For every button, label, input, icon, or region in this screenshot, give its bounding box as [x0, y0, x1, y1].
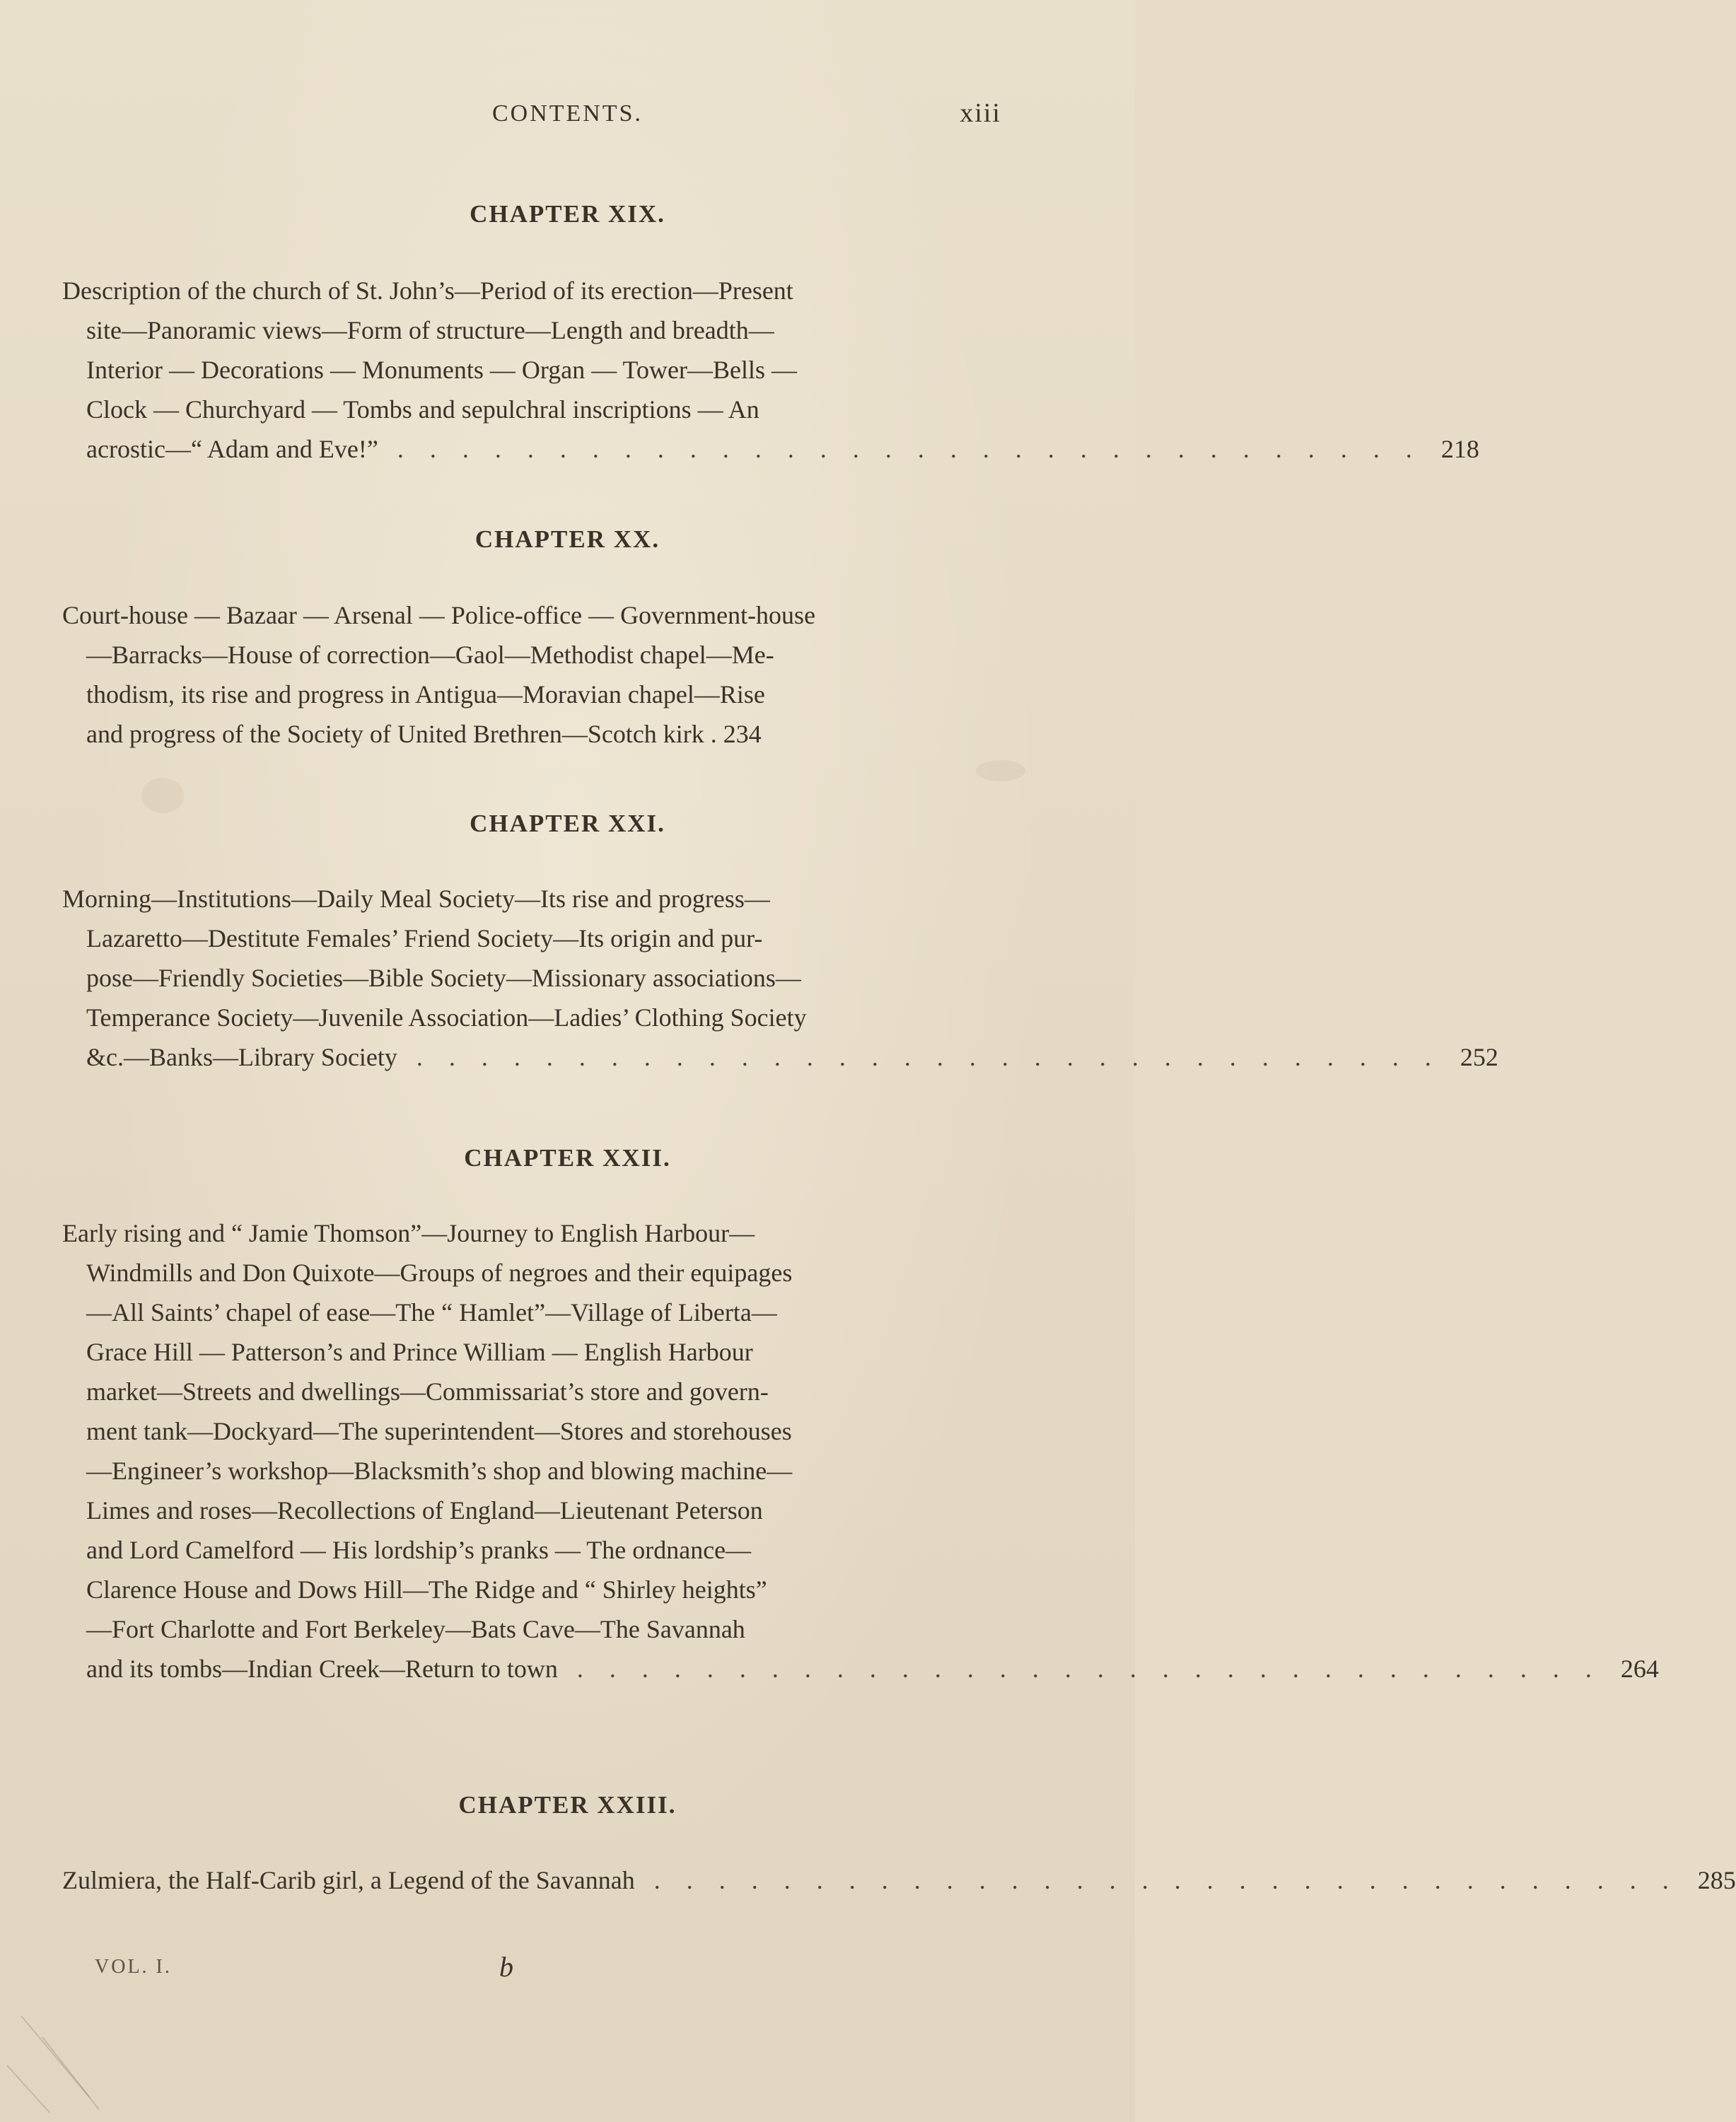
- summary-line: —Barracks—House of correction—Gaol—Methodist chapel—Me-: [86, 641, 774, 669]
- paper-stain: [976, 760, 1025, 781]
- summary-line: Court-house — Bazaar — Arsenal — Police-office — Government-house: [62, 601, 816, 629]
- summary-text: &c.—Banks—Library Society: [86, 1043, 397, 1071]
- summary-text: Zulmiera, the Half-Carib girl, a Legend of the Savannah: [62, 1866, 635, 1894]
- chapter-xxi-summary: [62, 879, 1498, 1077]
- chapter-xxii-summary: [62, 1213, 1659, 1689]
- summary-last-line: [62, 1649, 1659, 1689]
- chapter-xx: [0, 522, 1135, 557]
- chapter-heading: CHAPTER XXIII.: [458, 1791, 677, 1819]
- summary-last-line: [62, 714, 1003, 754]
- chapter-xix-summary: [62, 271, 1479, 469]
- summary-line: Grace Hill — Patterson’s and Prince William — English Harbour: [86, 1338, 753, 1366]
- summary-line: market—Streets and dwellings—Commissariat’s store and govern-: [86, 1377, 769, 1406]
- dot-leader: . . . . . . . . . . . . . . . . . . . . . . . . . . . . . . . .: [576, 1655, 1602, 1683]
- summary-line: Clock — Churchyard — Tombs and sepulchral inscriptions — An: [86, 395, 759, 424]
- signature-mark: b: [499, 1951, 513, 1983]
- summary-line: Lazaretto—Destitute Females’ Friend Society—Its origin and pur-: [86, 924, 763, 952]
- dot-leader: . . . . . . . . . . . . . . . . . . . . . . . . . . . . . . . .: [653, 1866, 1679, 1894]
- summary-line: and Lord Camelford — His lordship’s pranks — The ordnance—: [86, 1536, 752, 1564]
- summary-line: Temperance Society—Juvenile Association—Ladies’ Clothing Society: [86, 1003, 807, 1032]
- summary-line: —Engineer’s workshop—Blacksmith’s shop and blowing machine—: [86, 1457, 793, 1485]
- summary-line: Windmills and Don Quixote—Groups of negroes and their equipages: [86, 1259, 793, 1287]
- chapter-xxii: [0, 1141, 1135, 1176]
- page-number: 264: [1620, 1655, 1659, 1683]
- summary-line: —All Saints’ chapel of ease—The “ Hamlet”—Village of Liberta—: [86, 1298, 777, 1327]
- summary-line: site—Panoramic views—Form of structure—Length and breadth—: [86, 316, 774, 344]
- summary-line: pose—Friendly Societies—Bible Society—Missionary associations—: [86, 964, 801, 992]
- chapter-heading: CHAPTER XX.: [474, 525, 660, 553]
- summary-line: Clarence House and Dows Hill—The Ridge and “ Shirley heights”: [86, 1575, 767, 1604]
- summary-text: acrostic—“ Adam and Eve!”: [86, 435, 378, 463]
- running-title: CONTENTS.: [491, 100, 643, 127]
- summary-text: and progress of the Society of United Brethren—Scotch kirk .: [86, 720, 717, 748]
- summary-last-line: [62, 1037, 1498, 1077]
- chapter-xx-summary: [62, 595, 1003, 754]
- chapter-xix: [0, 197, 1135, 232]
- dot-leader: . . . . . . . . . . . . . . . . . . . . . . . . . . . . . . . .: [397, 435, 1422, 463]
- chapter-heading: CHAPTER XXII.: [464, 1144, 671, 1172]
- chapter-xxiii: [0, 1788, 1135, 1823]
- chapter-heading: CHAPTER XIX.: [470, 200, 665, 228]
- summary-line: ment tank—Dockyard—The superintendent—Stores and storehouses: [86, 1417, 792, 1445]
- page-number: 218: [1440, 435, 1479, 463]
- page-folio: xiii: [960, 98, 1001, 128]
- chapter-xxi: [0, 806, 1135, 841]
- page-footer: [0, 1951, 1135, 1998]
- summary-text: and its tombs—Indian Creek—Return to town: [86, 1655, 558, 1683]
- summary-line: Morning—Institutions—Daily Meal Society—Its rise and progress—: [62, 885, 770, 913]
- chapter-xxiii-summary: [62, 1860, 1736, 1900]
- summary-last-line: [62, 1860, 1736, 1900]
- summary-line: Limes and roses—Recollections of England—Lieutenant Peterson: [86, 1496, 763, 1525]
- running-head: [0, 100, 1135, 143]
- volume-mark: VOL. I.: [95, 1956, 172, 1978]
- paper-scratch: [42, 2036, 100, 2110]
- summary-line: thodism, its rise and progress in Antigua—Moravian chapel—Rise: [86, 680, 765, 709]
- summary-last-line: [62, 429, 1479, 469]
- summary-line: Description of the church of St. John’s—Period of its erection—Present: [62, 276, 793, 305]
- dot-leader: . . . . . . . . . . . . . . . . . . . . . . . . . . . . . . . .: [416, 1043, 1441, 1071]
- summary-line: —Fort Charlotte and Fort Berkeley—Bats Cave—The Savannah: [86, 1615, 745, 1643]
- page-number: 252: [1460, 1043, 1498, 1071]
- paper-scratch: [6, 2065, 50, 2113]
- summary-line: Early rising and “ Jamie Thomson”—Journey to English Harbour—: [62, 1219, 755, 1247]
- summary-line: Interior — Decorations — Monuments — Organ — Tower—Bells —: [86, 356, 797, 384]
- page-number: 234: [723, 720, 762, 748]
- page-number: 285: [1697, 1866, 1736, 1894]
- chapter-heading: CHAPTER XXI.: [470, 810, 665, 837]
